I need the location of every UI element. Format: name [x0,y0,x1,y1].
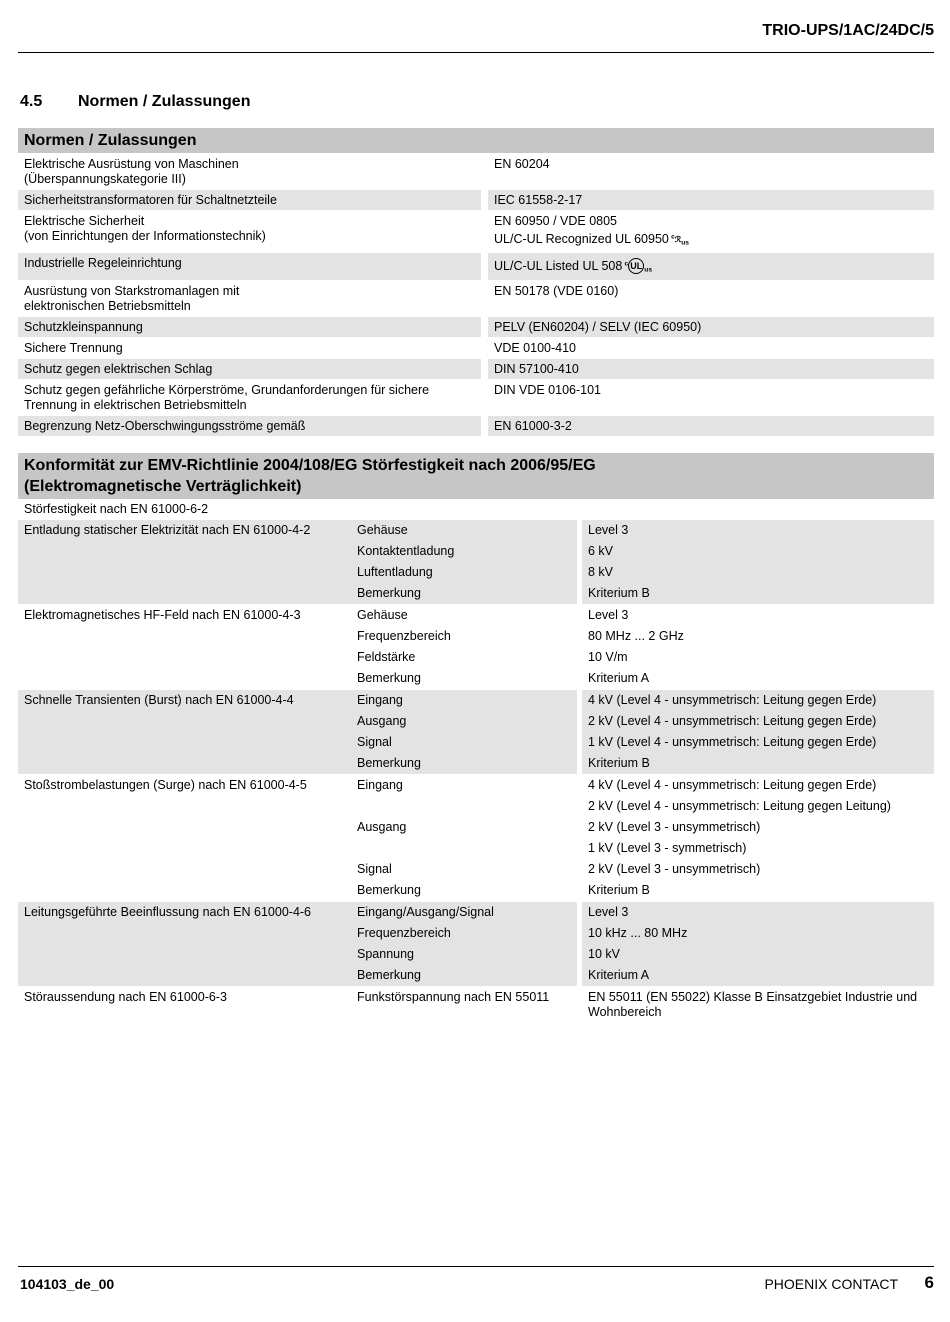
standards-label: Begrenzung Netz-Oberschwingungsströme gemäß [18,416,481,436]
ul-circle: UL [628,258,644,274]
emc-param-value: 2 kV (Level 3 - unsymmetrisch) [588,820,761,834]
emc-table-title [18,453,934,499]
emc-param-value: 10 kV [582,944,934,965]
standards-value [488,359,934,379]
emc-test-name: Leitungsgeführte Beeinflussung nach EN 61000-4-6 [18,902,351,986]
standards-value-text: VDE 0100-410 [494,340,577,355]
standards-label: Sicherheitstransformatoren für Schaltnetzteile [18,190,481,210]
standards-value [488,416,934,436]
standards-row [18,359,934,379]
standards-label: Elektrische Ausrüstung von Maschinen (Überspannungskategorie III) [24,157,239,186]
company-name: PHOENIX CONTACT [764,1276,898,1292]
standards-value [488,317,934,337]
standards-value-text: IEC 61558-2-17 [494,193,583,207]
emc-param-value: 6 kV [582,541,934,562]
standards-value-text: DIN 57100-410 [494,361,579,376]
ur-us: us [681,239,689,247]
standards-value [488,380,934,415]
emc-param-line [351,817,934,838]
emc-param-name: Eingang [357,778,403,792]
standards-value-text: DIN VDE 0106-101 [494,382,602,397]
ur-c: c [671,233,675,240]
standards-value [488,154,934,189]
emc-param-value: 2 kV (Level 4 - unsymmetrisch: Leitung gegen Erde) [582,711,934,732]
emc-group [18,605,934,689]
emc-param-name: Gehäuse [357,608,408,622]
emc-param-name: Eingang/Ausgang/Signal [351,902,577,923]
emc-param-value: Kriterium A [588,671,650,685]
standards-value-text: EN 61000-3-2 [494,418,572,433]
header-rule [18,52,934,53]
standards-row [18,338,934,358]
emc-param-value: Level 3 [582,902,934,923]
emc-param-line [351,520,934,541]
emc-param-value: 80 MHz ... 2 GHz [588,629,684,643]
standards-value [488,190,934,210]
emc-param-name: Signal [357,862,392,876]
standards-value [488,253,934,279]
emc-param-value: EN 55011 (EN 55022) Klasse B Einsatzgebiet Industrie und Wohnbereich [588,990,918,1019]
emc-param-value: 1 kV (Level 4 - unsymmetrisch: Leitung gegen Erde) [582,732,934,753]
emc-param-value: 10 V/m [588,650,628,664]
standards-row [18,281,934,316]
standards-row [18,416,934,436]
emc-param-value: 4 kV (Level 4 - unsymmetrisch: Leitung gegen Erde) [582,690,934,711]
emc-group [18,775,934,901]
emc-test-name: Schnelle Transienten (Burst) nach EN 61000-4-4 [18,690,351,774]
emc-param-line [351,775,934,796]
standards-label: Schutzkleinspannung [18,317,481,337]
doc-id: 104103_de_00 [20,1276,115,1292]
standards-row [18,253,934,279]
ul-us: us [644,266,653,274]
emc-param-name: Ausgang [357,820,407,834]
emc-param-name: Feldstärke [357,650,416,664]
emc-param-line [351,902,934,923]
emc-param-line [351,626,934,647]
emc-param-line [351,944,934,965]
emc-param-name: Bemerkung [357,883,421,897]
ul-listed-mark-icon [622,260,653,274]
standards-row [18,190,934,210]
standards-label: Elektrische Sicherheit (von Einrichtungen der Informationstechnik) [24,214,266,243]
emc-param-line [351,838,934,859]
emc-param-value: 8 kV [582,562,934,583]
emc-param-line [351,965,934,986]
emc-test-name: Elektromagnetisches HF-Feld nach EN 61000-4-3 [24,608,301,622]
standards-value-text: EN 60950 / VDE 0805 UL/C-UL Recognized UL 60950 [494,214,669,246]
page-number: 6 [924,1273,934,1292]
standards-label: Schutz gegen elektrischen Schlag [18,359,481,379]
standards-row [18,317,934,337]
emc-param-value: Kriterium B [582,753,934,774]
emc-param-name [351,796,577,817]
emc-table [18,453,934,1023]
emc-param-line [351,711,934,732]
emc-param-value: 2 kV (Level 4 - unsymmetrisch: Leitung gegen Leitung) [588,799,891,813]
standards-value-text: UL/C-UL Listed UL 508 [494,259,623,274]
emc-group [18,987,934,1023]
emc-param-line [351,690,934,711]
standards-label: Schutz gegen gefährliche Körperströme, Grundanforderungen für sichere Trennung in elektrischen Betriebsmitteln [24,382,430,412]
standards-row [18,154,934,189]
standards-value-text: EN 60204 [494,157,550,171]
emc-title-line2: (Elektromagnetische Verträglichkeit) [24,478,302,495]
emc-param-line [351,753,934,774]
emc-param-name: Spannung [351,944,577,965]
emc-param-line [351,562,934,583]
emc-test-name: Entladung statischer Elektrizität nach EN 61000-4-2 [18,520,351,604]
emc-param-line [351,541,934,562]
standards-label: Sichere Trennung [24,340,123,355]
emc-param-line [351,987,934,1023]
emc-param-value: Kriterium B [588,883,650,897]
emc-param-name: Kontaktentladung [351,541,577,562]
emc-param-value: 2 kV (Level 3 - unsymmetrisch) [588,862,761,876]
emc-group [18,690,934,774]
emc-param-name [351,838,577,859]
emc-param-line [351,732,934,753]
emc-group [18,520,934,604]
emc-param-name: Bemerkung [351,753,577,774]
emc-param-line [351,859,934,880]
emc-param-line [351,880,934,901]
standards-row [18,211,934,252]
standards-table [18,128,934,436]
emc-test-name: Störaussendung nach EN 61000-6-3 [24,990,227,1004]
emc-param-name: Luftentladung [351,562,577,583]
emc-param-name: Frequenzbereich [351,923,577,944]
emc-param-name: Funkstörspannung nach EN 55011 [357,990,550,1004]
emc-subtitle: Störfestigkeit nach EN 61000-6-2 [24,502,209,516]
emc-param-line [351,668,934,689]
emc-param-name: Bemerkung [357,671,421,685]
document-title: TRIO-UPS/1AC/24DC/5 [762,22,934,39]
standards-label: Industrielle Regeleinrichtung [18,253,481,279]
emc-param-line [351,923,934,944]
emc-param-name: Frequenzbereich [357,629,451,643]
emc-title-line1: Konformität zur EMV-Richtlinie 2004/108/EG Störfestigkeit nach 2006/95/EG [24,457,596,474]
emc-test-name: Stoßstrombelastungen (Surge) nach EN 61000-4-5 [24,778,307,792]
standards-value [488,281,934,316]
emc-param-name: Gehäuse [351,520,577,541]
emc-param-line [351,605,934,626]
emc-param-line [351,583,934,604]
standards-row [18,380,934,415]
emc-param-value: 10 kHz ... 80 MHz [582,923,934,944]
section-number: 4.5 [20,93,43,110]
emc-param-value: Kriterium B [582,583,934,604]
emc-param-value: Level 3 [582,520,934,541]
footer-rule [18,1266,934,1267]
standards-value [488,338,934,358]
ul-recognized-mark-icon: $^c$ℛ$_{us}$ [671,233,689,247]
emc-param-name: Bemerkung [351,583,577,604]
standards-value-text: PELV (EN60204) / SELV (IEC 60950) [494,319,702,334]
emc-param-value: Level 3 [588,608,629,622]
ul-c: c [624,260,629,268]
emc-param-value: 4 kV (Level 4 - unsymmetrisch: Leitung gegen Erde) [588,778,877,792]
emc-param-name: Eingang [351,690,577,711]
standards-value-text: EN 50178 (VDE 0160) [494,283,619,298]
emc-param-name: Bemerkung [351,965,577,986]
standards-label: Ausrüstung von Starkstromanlagen mit elektronischen Betriebsmitteln [24,283,240,313]
section-title: Normen / Zulassungen [78,93,251,110]
emc-param-line [351,796,934,817]
emc-param-value: 1 kV (Level 3 - symmetrisch) [588,841,747,855]
emc-param-name: Ausgang [351,711,577,732]
standards-table-title: Normen / Zulassungen [18,128,934,153]
section-heading [20,93,250,111]
emc-group [18,902,934,986]
emc-param-line [351,647,934,668]
standards-value [488,211,934,252]
emc-param-value: Kriterium A [582,965,934,986]
emc-param-name: Signal [351,732,577,753]
